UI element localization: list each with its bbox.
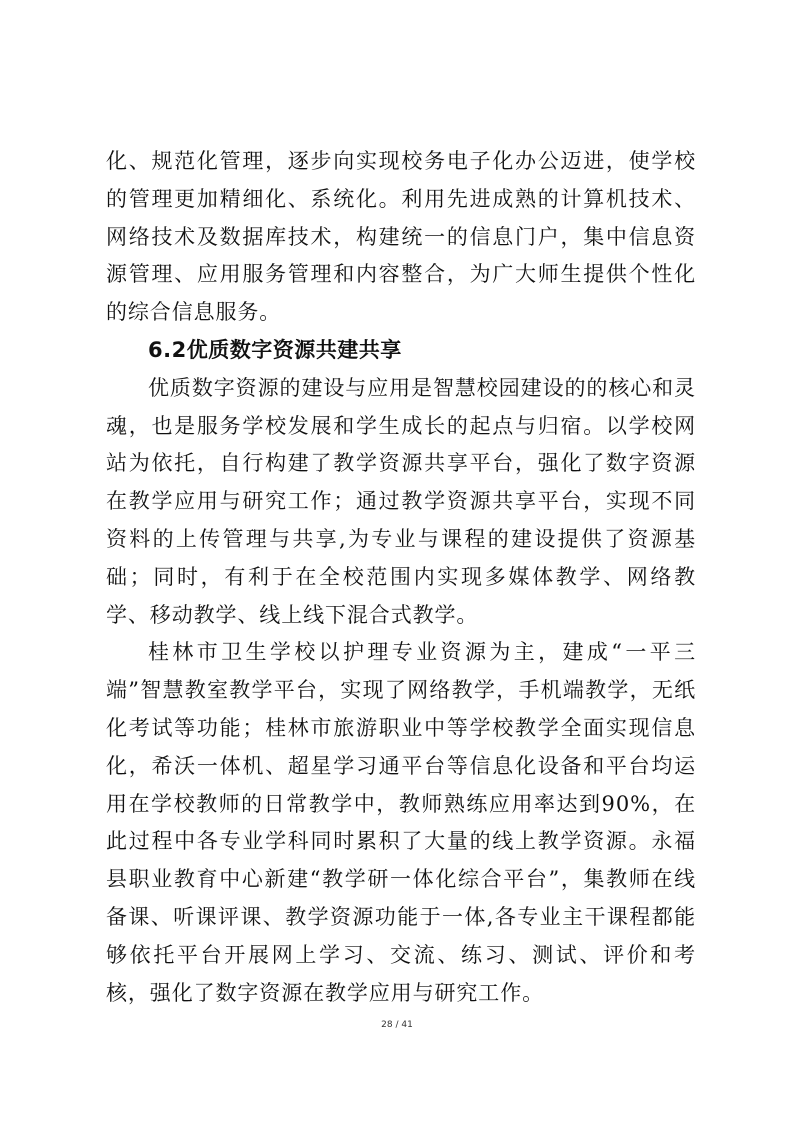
paragraph-continuation: 化、规范化管理，逐步向实现校务电子化办公迈进，使学校的管理更加精细化、系统化。利用先进成熟的计算机技术、网络技术及数据库技术，构建统一的信息门户，集中信息资源管理、应用服务管理和内容整合，为广大师生提供个性化的综合信息服务。 xyxy=(106,149,696,325)
document-body xyxy=(106,143,696,1012)
page-number: 28 / 41 xyxy=(381,1020,413,1030)
paragraph-school-examples: 桂林市卫生学校以护理专业资源为主，建成“一平三端”智慧教室教学平台，实现了网络教学，手机端教学，无纸化考试等功能；桂林市旅游职业中等学校教学全面实现信息化，希沃一体机、超星学习通平台等信息化设备和平台均运用在学校教师的日常教学中，教师熟练应用率达到90%，在此过程中各专业学科同时累积了大量的线上教学资源。永福县职业教育中心新建“教学研一体化综合平台”，集教师在线备课、听课评课、教学资源功能于一体,各专业主干课程都能够依托平台开展网上学习、交流、练习、测试、评价和考核，强化了数字资源在教学应用与研究工作。 xyxy=(106,640,696,1005)
section-heading: 6.2优质数字资源共建共享 xyxy=(148,337,402,362)
paragraph-digital-resources: 优质数字资源的建设与应用是智慧校园建设的的核心和灵魂，也是服务学校发展和学生成长的起点与归宿。以学校网站为依托，自行构建了教学资源共享平台，强化了数字资源在教学应用与研究工作；通过教学资源共享平台，实现不同资料的上传管理与共享,为专业与课程的建设提供了资源基础；同时，有利于在全校范围内实现多媒体教学、网络教学、移动教学、线上线下混合式教学。 xyxy=(106,375,696,627)
